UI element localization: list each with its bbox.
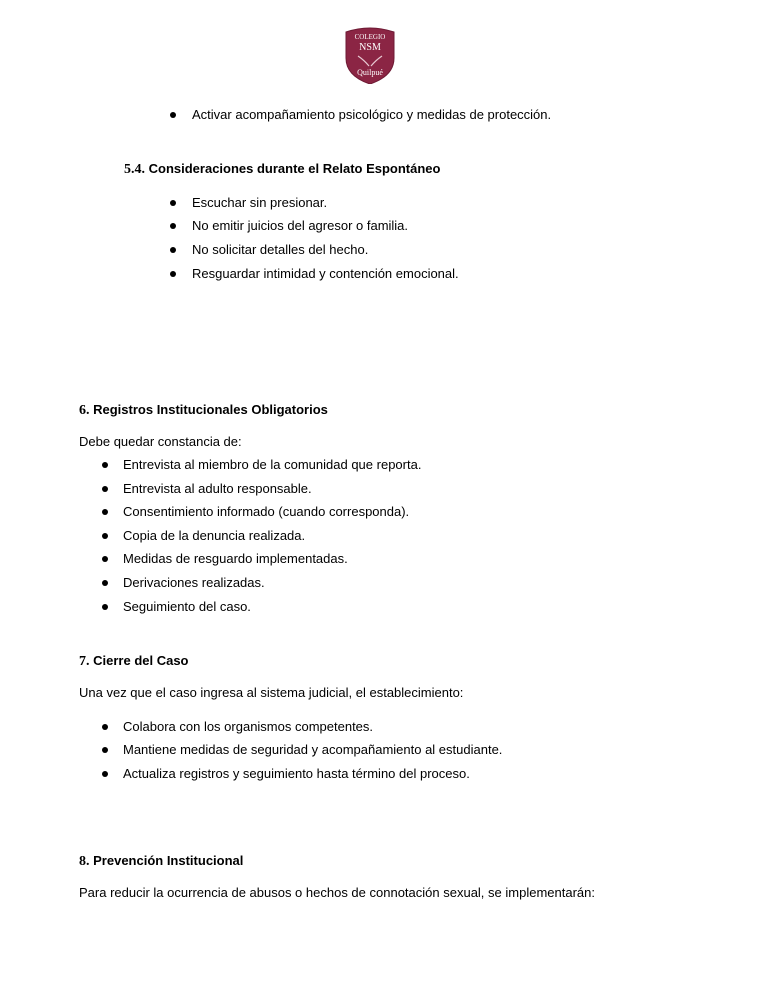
bullet-icon xyxy=(170,112,176,118)
bullet-icon xyxy=(102,556,108,562)
section-number: 6. xyxy=(79,403,90,418)
bullet-icon xyxy=(102,509,108,515)
bullet-icon xyxy=(102,580,108,586)
logo-line3: Quilpué xyxy=(357,68,383,77)
logo-line2: NSM xyxy=(359,42,381,53)
bullet-icon xyxy=(102,462,108,468)
list-item: Actualiza registros y seguimiento hasta término del proceso. xyxy=(123,766,470,781)
list-item: No emitir juicios del agresor o familia. xyxy=(192,218,409,233)
bullet-icon xyxy=(102,724,108,730)
bullet-icon xyxy=(170,223,176,229)
section-title: Cierre del Caso xyxy=(93,653,189,668)
bullet-icon xyxy=(170,200,176,206)
section-number: 5.4. xyxy=(124,162,145,177)
list-item: Escuchar sin presionar. xyxy=(192,195,328,210)
bullet-icon xyxy=(102,604,108,610)
list-item: Entrevista al miembro de la comunidad que reporta. xyxy=(123,457,422,472)
paragraph: Una vez que el caso ingresa al sistema judicial, el establecimiento: xyxy=(79,685,464,700)
list-item: Resguardar intimidad y contención emocional. xyxy=(192,266,459,281)
list-item: Colabora con los organismos competentes. xyxy=(123,719,374,734)
bullet-icon xyxy=(102,747,108,753)
list-item: Mantiene medidas de seguridad y acompañamiento al estudiante. xyxy=(123,742,503,757)
list-item: Consentimiento informado (cuando corresponda). xyxy=(123,504,410,519)
bullet-icon xyxy=(170,247,176,253)
list-item: Medidas de resguardo implementadas. xyxy=(123,551,348,566)
list-item: Entrevista al adulto responsable. xyxy=(123,481,312,496)
list-item: Seguimiento del caso. xyxy=(123,599,251,614)
paragraph: Para reducir la ocurrencia de abusos o hechos de connotación sexual, se implementarán: xyxy=(79,885,595,900)
section-number: 7. xyxy=(79,654,90,669)
list-item: Copia de la denuncia realizada. xyxy=(123,528,306,543)
section-number: 8. xyxy=(79,854,90,869)
section-title: Prevención Institucional xyxy=(93,853,244,868)
section-title: Registros Institucionales Obligatorios xyxy=(93,402,328,417)
section-heading-7 xyxy=(79,653,189,670)
paragraph: Debe quedar constancia de: xyxy=(79,434,242,449)
bullet-icon xyxy=(102,771,108,777)
section-heading-8 xyxy=(79,853,243,870)
bullet-icon xyxy=(102,486,108,492)
section-title: Consideraciones durante el Relato Espontáneo xyxy=(148,161,441,176)
section-heading-6 xyxy=(79,402,328,419)
section-heading-5-4 xyxy=(124,161,440,178)
bullet-icon xyxy=(102,533,108,539)
list-item: Activar acompañamiento psicológico y medidas de protección. xyxy=(192,107,552,122)
school-logo xyxy=(342,26,398,84)
list-item: Derivaciones realizadas. xyxy=(123,575,265,590)
list-item: No solicitar detalles del hecho. xyxy=(192,242,369,257)
bullet-icon xyxy=(170,271,176,277)
logo-line1: COLEGIO xyxy=(354,33,386,41)
